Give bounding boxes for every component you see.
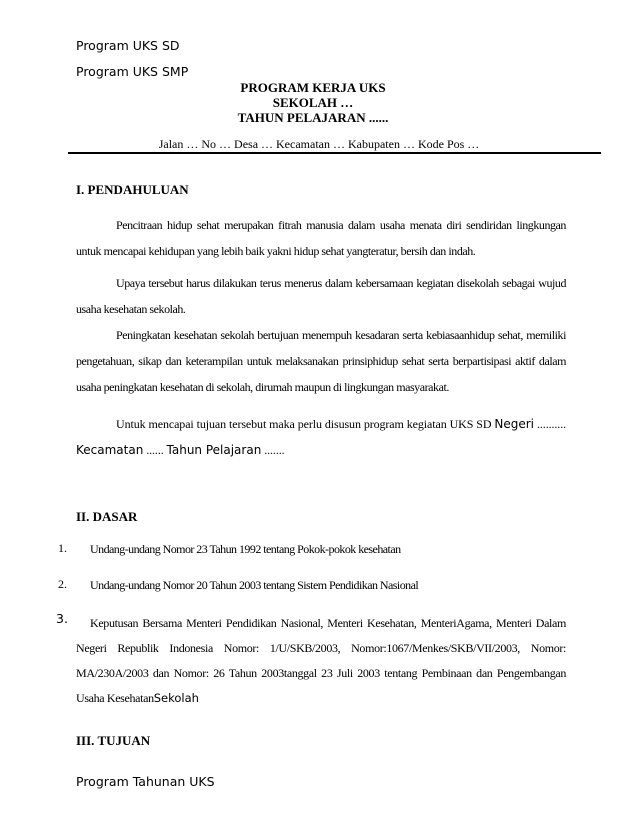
link-program-tahunan-uks[interactable]: Program Tahunan UKS — [76, 774, 215, 789]
list-item-number: 1. — [58, 541, 67, 555]
header-divider — [68, 152, 601, 154]
section-heading-dasar: II. DASAR — [76, 509, 138, 524]
list-item-number: 2. — [58, 577, 67, 591]
document-title-line2: SEKOLAH … — [272, 95, 354, 110]
link-program-uks-sd[interactable]: Program UKS SD — [76, 38, 180, 53]
paragraph: Pencitraan hidup sehat merupakan fitrah manusia dalam usaha menata diri sendiridan lingkungan untuk mencapai kehidupan yang lebih baik yakni hidup sehat yangteratur, bersih dan indah. — [76, 218, 566, 258]
paragraph: Untuk mencapai tujuan tersebut maka perlu disusun program kegiatan UKS SD Negeri .......... Kecamatan ...... Tahun Pelajaran ....... — [76, 417, 566, 457]
list-item: Undang-undang Nomor 23 Tahun 1992 tentang Pokok-pokok kesehatan — [90, 542, 401, 556]
list-item: Undang-undang Nomor 20 Tahun 2003 tentang Sistem Pendidikan Nasional — [90, 578, 419, 592]
school-address: Jalan … No … Desa … Kecamatan … Kabupaten … Kode Pos … — [158, 137, 480, 151]
paragraph: Peningkatan kesehatan sekolah bertujuan menempuh kesadaran serta kebiasaanhidup sehat, memiliki pengetahuan, sikap dan keterampilan untuk melaksanakan prinsiphidup sehat serta berpartisipasi aktif dalam usaha peningkatan kesehatan di sekolah, dirumah maupun di lingkungan masyarakat. — [76, 328, 566, 394]
list-item-number: 3. — [56, 611, 68, 626]
section-heading-tujuan: III. TUJUAN — [76, 733, 151, 748]
section-heading-pendahuluan: I. PENDAHULUAN — [76, 182, 189, 197]
list-item: Keputusan Bersama Menteri Pendidikan Nasional, Menteri Kesehatan, MenteriAgama, Menteri Dalam Negeri Republik Indonesia Nomor: 1/U/SKB/2003, Nomor:1067/Menkes/SKB/VII/2003, Nomor: MA/230A/2003 dan Nomor: 26 Tahun 2003tanggal 23 Juli 2003 tentang Pembinaan dan Pengembangan Usaha KesehatanSekolah — [76, 616, 566, 705]
document-title-line3: TAHUN PELAJARAN ...... — [237, 110, 389, 125]
document-title-line1: PROGRAM KERJA UKS — [240, 80, 386, 95]
paragraph: Upaya tersebut harus dilakukan terus menerus dalam kebersamaan kegiatan disekolah sebagai wujud usaha kesehatan sekolah. — [76, 276, 566, 316]
link-program-uks-smp[interactable]: Program UKS SMP — [76, 64, 189, 79]
